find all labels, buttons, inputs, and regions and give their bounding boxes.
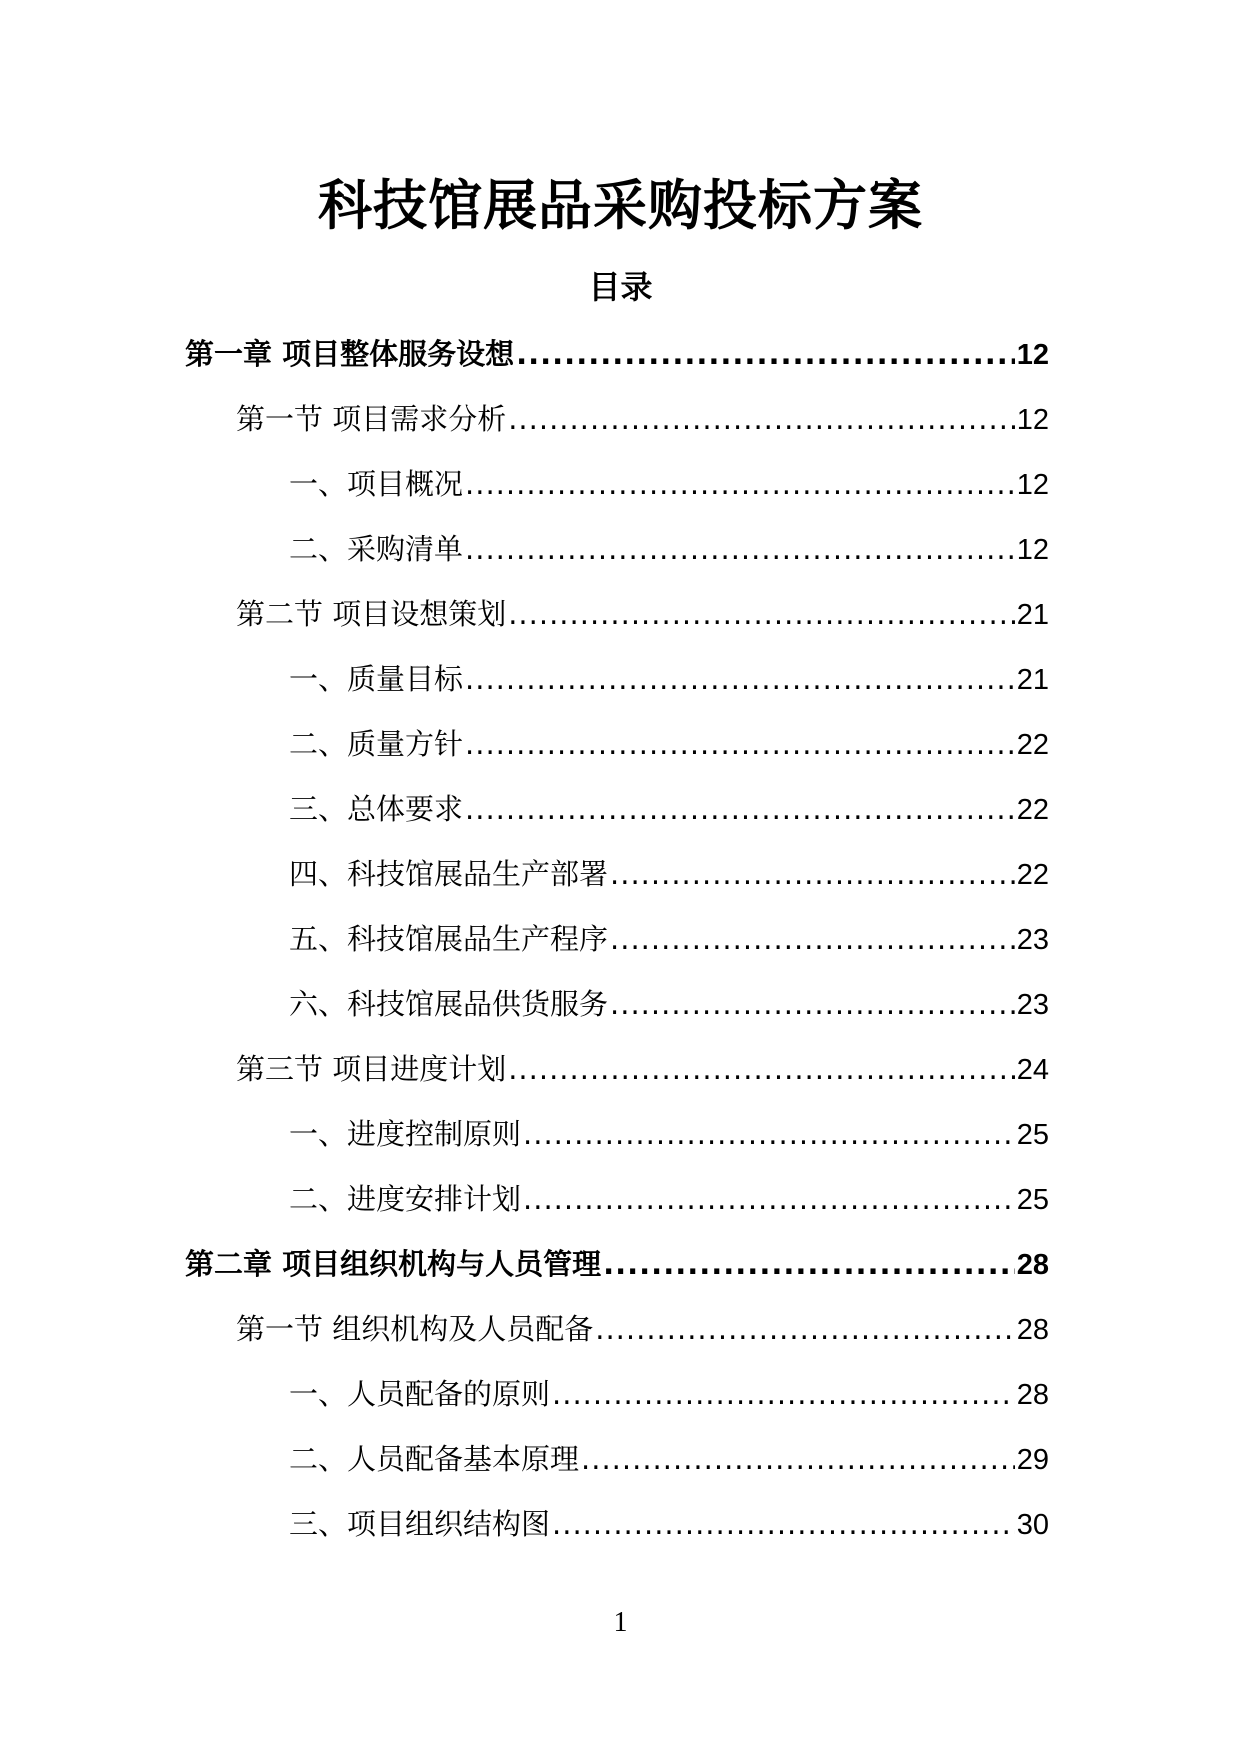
toc-heading: 目录 — [588, 268, 653, 306]
page-number: 1 — [613, 1607, 628, 1638]
toc-entry-title: 二、质量方针 — [289, 727, 464, 761]
toc-entry-page: 25 — [1016, 1184, 1049, 1216]
toc-entry[interactable] — [185, 329, 1049, 394]
toc-dot-leader — [610, 849, 1015, 899]
toc-dot-leader — [508, 394, 1015, 444]
toc-entry-title: 一、项目概况 — [289, 467, 464, 501]
toc-entry-page: 28 — [1016, 1314, 1049, 1346]
toc-entry[interactable] — [185, 719, 1049, 784]
toc-dot-leader — [465, 524, 1015, 574]
toc-dot-leader — [610, 914, 1015, 964]
toc-entry[interactable] — [185, 1369, 1049, 1434]
toc-entry-title: 第一节 组织机构及人员配备 — [236, 1312, 594, 1346]
document-title: 科技馆展品采购投标方案 — [318, 174, 923, 237]
toc-entry[interactable] — [185, 589, 1049, 654]
toc-entry[interactable] — [185, 1304, 1049, 1369]
toc-entry-title: 第三节 项目进度计划 — [236, 1052, 507, 1086]
toc-dot-leader — [603, 1239, 1015, 1289]
toc-entry-title: 四、科技馆展品生产部署 — [289, 857, 609, 891]
toc-entry-page: 24 — [1016, 1054, 1049, 1086]
toc-entry-title: 三、项目组织结构图 — [289, 1507, 551, 1541]
toc-dot-leader — [508, 1044, 1015, 1094]
toc-dot-leader — [610, 979, 1015, 1029]
toc-entry[interactable] — [185, 459, 1049, 524]
toc-entry-page: 12 — [1016, 339, 1049, 371]
toc-entry[interactable] — [185, 1044, 1049, 1109]
toc-entry[interactable] — [185, 654, 1049, 719]
toc-entry-page: 29 — [1016, 1444, 1049, 1476]
toc-entry-title: 一、人员配备的原则 — [289, 1377, 551, 1411]
toc-entry-title: 一、质量目标 — [289, 662, 464, 696]
toc-entry-title: 第一节 项目需求分析 — [236, 402, 507, 436]
toc-dot-leader — [516, 329, 1015, 379]
toc-dot-leader — [465, 719, 1015, 769]
toc-entry-title: 第一章 项目整体服务设想 — [185, 337, 515, 371]
toc-entry[interactable] — [185, 914, 1049, 979]
toc-entry-title: 二、人员配备基本原理 — [289, 1442, 580, 1476]
toc-entry[interactable] — [185, 979, 1049, 1044]
toc-entry-page: 23 — [1016, 989, 1049, 1021]
toc-entry[interactable] — [185, 1499, 1049, 1564]
toc-entry-title: 二、采购清单 — [289, 532, 464, 566]
toc-entry-title: 一、进度控制原则 — [289, 1117, 522, 1151]
toc-dot-leader — [465, 459, 1015, 509]
toc-dot-leader — [581, 1434, 1015, 1484]
toc-dot-leader — [595, 1304, 1015, 1354]
toc-entry[interactable] — [185, 1174, 1049, 1239]
toc-entry-title: 二、进度安排计划 — [289, 1182, 522, 1216]
toc-entry-page: 28 — [1016, 1379, 1049, 1411]
toc-entry-page: 12 — [1016, 404, 1049, 436]
toc-entry-page: 21 — [1016, 664, 1049, 696]
toc-entry[interactable] — [185, 1434, 1049, 1499]
toc-dot-leader — [523, 1109, 1015, 1159]
toc-entry-page: 12 — [1016, 469, 1049, 501]
toc-entry-title: 第二节 项目设想策划 — [236, 597, 507, 631]
toc-entry-page: 25 — [1016, 1119, 1049, 1151]
toc-entry-page: 30 — [1016, 1509, 1049, 1541]
toc-entry-page: 28 — [1016, 1249, 1049, 1281]
toc-entry[interactable] — [185, 394, 1049, 459]
toc-entry[interactable] — [185, 849, 1049, 914]
toc-entry-page: 21 — [1016, 599, 1049, 631]
toc-dot-leader — [552, 1499, 1015, 1549]
toc-dot-leader — [552, 1369, 1015, 1419]
toc-dot-leader — [465, 654, 1015, 704]
toc-entry-page: 12 — [1016, 534, 1049, 566]
toc-entry-page: 23 — [1016, 924, 1049, 956]
toc-dot-leader — [508, 589, 1015, 639]
toc-entry-title: 五、科技馆展品生产程序 — [289, 922, 609, 956]
toc-dot-leader — [465, 784, 1015, 834]
toc-entry-page: 22 — [1016, 729, 1049, 761]
toc-entry-title: 六、科技馆展品供货服务 — [289, 987, 609, 1021]
toc-entry-page: 22 — [1016, 794, 1049, 826]
toc-entry[interactable] — [185, 1109, 1049, 1174]
toc-entry-title: 三、总体要求 — [289, 792, 464, 826]
toc-entry-page: 22 — [1016, 859, 1049, 891]
toc-entry[interactable] — [185, 784, 1049, 849]
toc-entry-title: 第二章 项目组织机构与人员管理 — [185, 1247, 602, 1281]
toc-entry[interactable] — [185, 524, 1049, 589]
toc-dot-leader — [523, 1174, 1015, 1224]
toc-entry[interactable] — [185, 1239, 1049, 1304]
table-of-contents — [185, 329, 1049, 1564]
